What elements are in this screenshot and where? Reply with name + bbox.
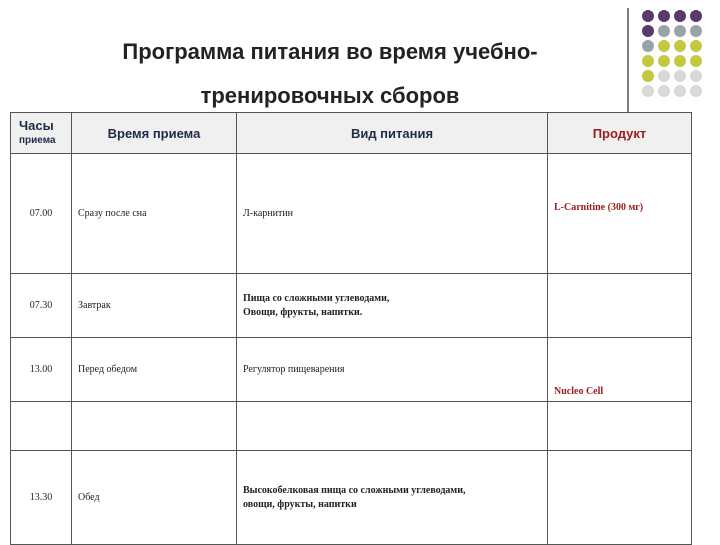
- page-title: [40, 30, 620, 118]
- header-hours-sublabel: приема: [19, 135, 56, 146]
- decorative-dot: [690, 70, 702, 82]
- table-row: [11, 402, 692, 451]
- decorative-dot: [690, 55, 702, 67]
- title-line-2: тренировочных сборов: [200, 83, 460, 108]
- decorative-dot: [658, 25, 670, 37]
- cell-type-line: Высокобелковая пища со сложными углеводами,: [243, 484, 466, 496]
- header-type: Вид питания: [237, 113, 548, 154]
- decorative-dot: [642, 40, 654, 52]
- table-row: [11, 451, 692, 545]
- decorative-dot: [642, 85, 654, 97]
- header-hours: [11, 113, 72, 154]
- cell-hour: 07.00: [11, 154, 72, 274]
- decorative-dot: [642, 70, 654, 82]
- decorative-dot: [642, 25, 654, 37]
- decorative-dot: [674, 10, 686, 22]
- decorative-dot: [674, 70, 686, 82]
- table-row: [11, 274, 692, 338]
- cell-time: Перед обедом: [72, 338, 237, 402]
- decorative-dot: [658, 85, 670, 97]
- cell-type: [237, 154, 548, 274]
- cell-type-line: овощи, фрукты, напитки: [243, 498, 357, 510]
- table-row: [11, 154, 692, 274]
- decorative-dot: [690, 85, 702, 97]
- decorative-dot: [674, 85, 686, 97]
- cell-type: [237, 338, 548, 402]
- cell-type: [237, 451, 548, 545]
- cell-time: Обед: [72, 451, 237, 545]
- cell-product: [548, 451, 692, 545]
- cell-hour: 07.30: [11, 274, 72, 338]
- title-line-1: Программа питания во время учебно-: [122, 39, 538, 64]
- cell-type: [237, 274, 548, 338]
- decorative-dot: [690, 25, 702, 37]
- nutrition-table: [10, 112, 692, 545]
- cell-type-line: Регулятор пищеварения: [243, 364, 345, 375]
- header-hours-label: Часы: [19, 118, 54, 133]
- decorative-dot: [658, 40, 670, 52]
- decorative-dot: [658, 55, 670, 67]
- header-time: Время приема: [72, 113, 237, 154]
- cell-time: [72, 402, 237, 451]
- cell-product: Nucleo Cell: [548, 338, 692, 402]
- cell-hour: 13.00: [11, 338, 72, 402]
- cell-type-line: Пища со сложными углеводами,: [243, 292, 390, 304]
- header-product: Продукт: [548, 113, 692, 154]
- table-row: [11, 338, 692, 402]
- decorative-dot: [674, 40, 686, 52]
- decorative-dot: [642, 10, 654, 22]
- cell-type: [237, 402, 548, 451]
- decorative-dot: [658, 70, 670, 82]
- cell-hour: 13.30: [11, 451, 72, 545]
- decorative-dot: [658, 10, 670, 22]
- decorative-dot: [642, 55, 654, 67]
- vertical-divider: [627, 8, 629, 128]
- cell-time: Сразу после сна: [72, 154, 237, 274]
- decorative-dot: [690, 40, 702, 52]
- cell-product: L-Carnitine (300 мг): [548, 154, 692, 274]
- cell-hour: [11, 402, 72, 451]
- decorative-dot: [674, 55, 686, 67]
- decorative-dot: [690, 10, 702, 22]
- cell-product: [548, 402, 692, 451]
- cell-type-line: Овощи, фрукты, напитки.: [243, 306, 363, 318]
- decorative-dot: [674, 25, 686, 37]
- cell-product: [548, 274, 692, 338]
- table-header-row: [11, 113, 692, 154]
- decorative-dot-grid: [642, 10, 720, 110]
- cell-type-line: Л-карнитин: [243, 208, 294, 219]
- cell-time: Завтрак: [72, 274, 237, 338]
